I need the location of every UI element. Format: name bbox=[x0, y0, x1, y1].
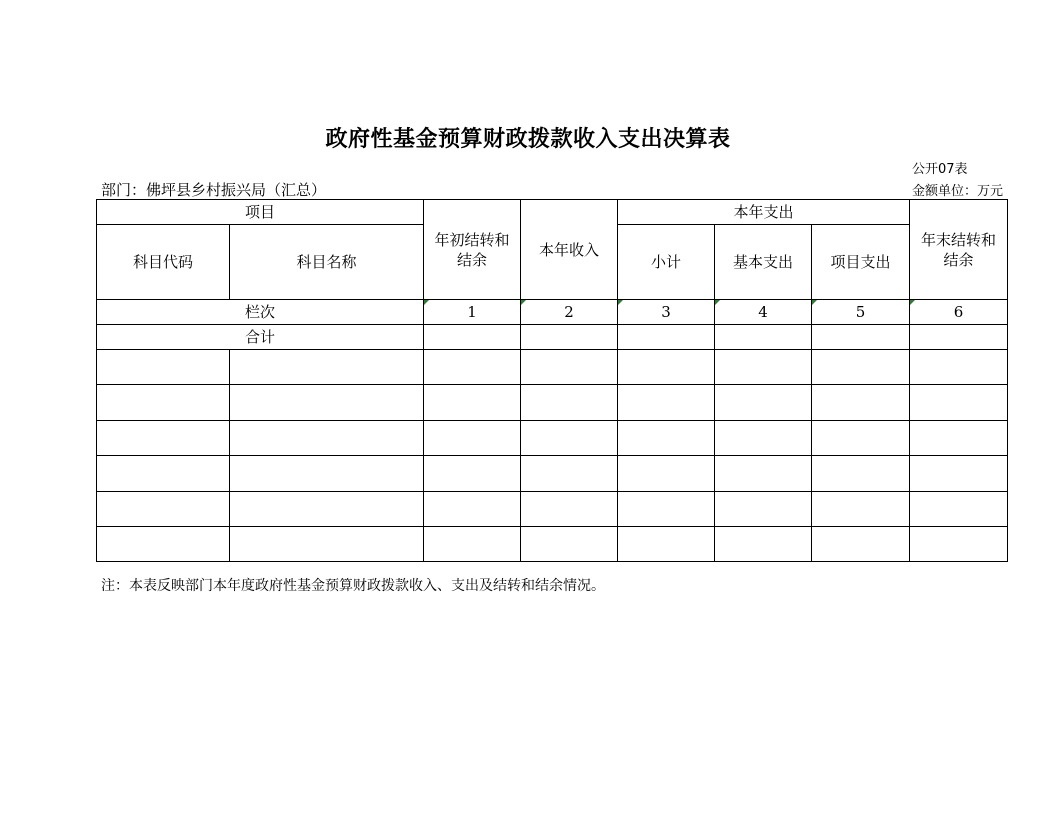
table-cell bbox=[812, 492, 910, 527]
table-row bbox=[97, 421, 1008, 456]
table-cell bbox=[424, 492, 521, 527]
table-cell bbox=[812, 456, 910, 492]
table-cell bbox=[910, 492, 1008, 527]
table-cell bbox=[424, 456, 521, 492]
form-number: 公开07表 bbox=[912, 162, 968, 177]
table-cell bbox=[910, 527, 1008, 562]
table-cell bbox=[521, 385, 618, 421]
table-cell bbox=[618, 527, 715, 562]
column-number-6: 6 bbox=[910, 300, 1008, 325]
table-cell bbox=[618, 350, 715, 385]
table-cell bbox=[715, 456, 812, 492]
column-number-5: 5 bbox=[812, 300, 910, 325]
total-cell bbox=[910, 325, 1008, 350]
header-item: 项目 bbox=[97, 200, 424, 225]
table-row bbox=[97, 456, 1008, 492]
table-cell bbox=[812, 385, 910, 421]
header-end-balance: 年末结转和结余 bbox=[910, 200, 1008, 300]
table-cell bbox=[910, 385, 1008, 421]
table-cell bbox=[230, 421, 424, 456]
table-cell bbox=[230, 385, 424, 421]
table-cell bbox=[715, 421, 812, 456]
total-cell bbox=[715, 325, 812, 350]
header-row-1 bbox=[97, 200, 1008, 225]
table-cell bbox=[715, 527, 812, 562]
header-expense-group: 本年支出 bbox=[618, 200, 910, 225]
cell-marker-icon bbox=[424, 300, 429, 305]
cell-marker-icon bbox=[812, 300, 817, 305]
table-cell bbox=[715, 492, 812, 527]
table-cell bbox=[97, 385, 230, 421]
header-begin-balance: 年初结转和结余 bbox=[424, 200, 521, 300]
table-cell bbox=[812, 527, 910, 562]
budget-table bbox=[96, 199, 1008, 562]
table-cell bbox=[521, 492, 618, 527]
table-cell bbox=[521, 527, 618, 562]
table-row bbox=[97, 350, 1008, 385]
department-label: 部门：佛坪县乡村振兴局（汇总） bbox=[101, 181, 327, 199]
table-cell bbox=[424, 527, 521, 562]
table-cell bbox=[812, 421, 910, 456]
cell-marker-icon bbox=[715, 300, 720, 305]
table-cell bbox=[230, 456, 424, 492]
table-cell bbox=[715, 350, 812, 385]
table-cell bbox=[618, 421, 715, 456]
table-cell bbox=[910, 421, 1008, 456]
table-cell bbox=[424, 385, 521, 421]
header-name: 科目名称 bbox=[230, 225, 424, 300]
table-cell bbox=[910, 456, 1008, 492]
header-subtotal: 小计 bbox=[618, 225, 715, 300]
table-row bbox=[97, 385, 1008, 421]
report-title: 政府性基金预算财政拨款收入支出决算表 bbox=[325, 127, 731, 152]
table-note: 注：本表反映部门本年度政府性基金预算财政拨款收入、支出及结转和结余情况。 bbox=[101, 578, 605, 594]
total-cell bbox=[812, 325, 910, 350]
total-label: 合计 bbox=[97, 325, 424, 350]
table-cell bbox=[715, 385, 812, 421]
table-cell bbox=[97, 350, 230, 385]
table-cell bbox=[230, 492, 424, 527]
table-cell bbox=[424, 421, 521, 456]
column-number-4: 4 bbox=[715, 300, 812, 325]
cell-marker-icon bbox=[910, 300, 915, 305]
column-number-1: 1 bbox=[424, 300, 521, 325]
table-cell bbox=[230, 527, 424, 562]
table-cell bbox=[910, 350, 1008, 385]
column-number-2: 2 bbox=[521, 300, 618, 325]
header-project: 项目支出 bbox=[812, 225, 910, 300]
table-row bbox=[97, 527, 1008, 562]
header-income: 本年收入 bbox=[521, 200, 618, 300]
table-cell bbox=[521, 456, 618, 492]
column-number-label: 栏次 bbox=[97, 300, 424, 325]
table-cell bbox=[424, 350, 521, 385]
table-cell bbox=[97, 492, 230, 527]
header-basic: 基本支出 bbox=[715, 225, 812, 300]
table-cell bbox=[618, 492, 715, 527]
total-cell bbox=[424, 325, 521, 350]
total-cell bbox=[521, 325, 618, 350]
column-number-3: 3 bbox=[618, 300, 715, 325]
table-cell bbox=[812, 350, 910, 385]
column-number-row bbox=[97, 300, 1008, 325]
cell-marker-icon bbox=[618, 300, 623, 305]
table-row bbox=[97, 492, 1008, 527]
table-cell bbox=[97, 527, 230, 562]
total-cell bbox=[618, 325, 715, 350]
table-cell bbox=[521, 421, 618, 456]
table-cell bbox=[97, 456, 230, 492]
cell-marker-icon bbox=[521, 300, 526, 305]
table-cell bbox=[618, 385, 715, 421]
table-cell bbox=[618, 456, 715, 492]
table-cell bbox=[230, 350, 424, 385]
header-code: 科目代码 bbox=[97, 225, 230, 300]
total-row bbox=[97, 325, 1008, 350]
amount-unit: 金额单位：万元 bbox=[912, 184, 1004, 199]
table-cell bbox=[521, 350, 618, 385]
table-cell bbox=[97, 421, 230, 456]
